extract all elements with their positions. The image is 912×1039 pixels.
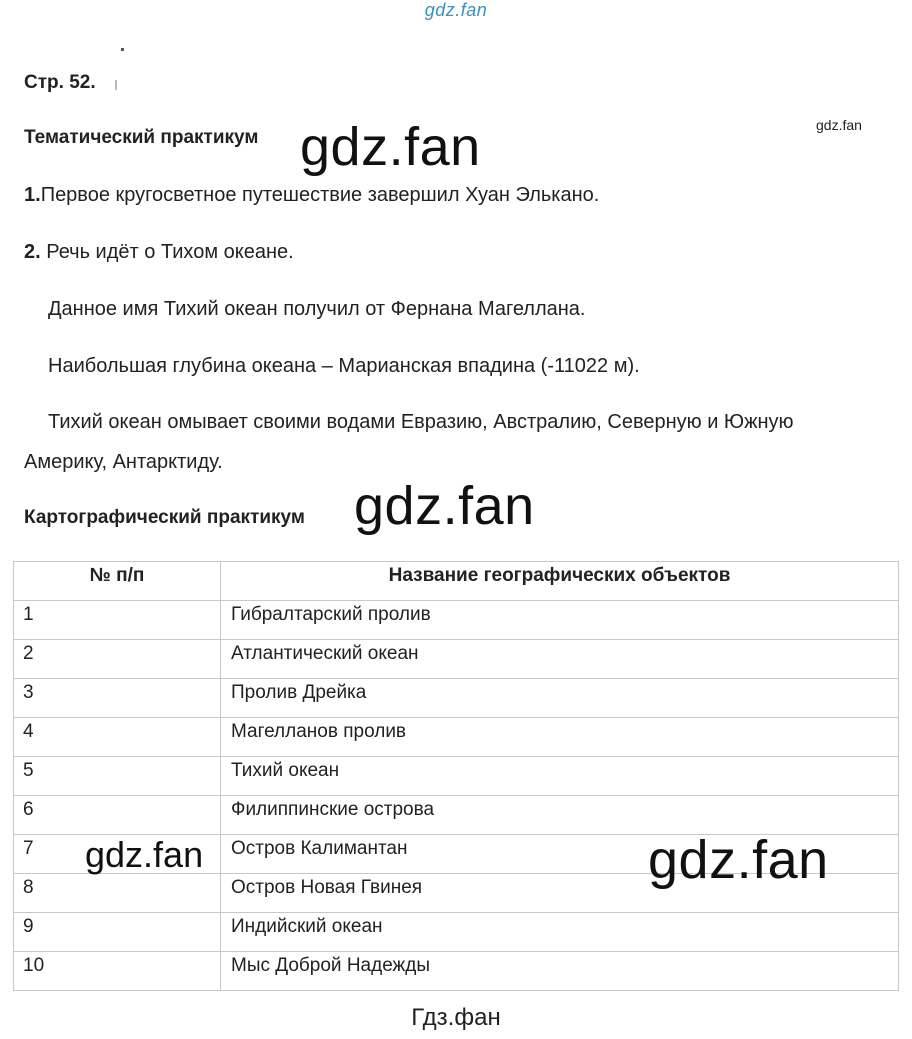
answer-number: 1. <box>24 184 41 206</box>
row-name: Магелланов пролив <box>221 718 899 757</box>
row-name: Тихий океан <box>221 757 899 796</box>
paragraph: Данное имя Тихий океан получил от Фернана Магеллана. <box>48 298 586 320</box>
row-name: Индийский океан <box>221 913 899 952</box>
answer-number: 2. <box>24 241 41 263</box>
row-number: 8 <box>14 874 221 913</box>
row-name: Атлантический океан <box>221 640 899 679</box>
section-thematic-heading: Тематический практикум <box>24 127 259 148</box>
watermark-top: gdz.fan <box>424 0 488 20</box>
watermark-big: gdz.fan <box>354 476 535 536</box>
row-number: 2 <box>14 640 221 679</box>
row-name: Мыс Доброй Надежды <box>221 952 899 991</box>
table-row <box>14 913 899 952</box>
row-number: 6 <box>14 796 221 835</box>
answer-text: Первое кругосветное путешествие завершил Хуан Элькано. <box>40 184 600 206</box>
row-number: 5 <box>14 757 221 796</box>
table-row <box>14 640 899 679</box>
row-name: Остров Новая Гвинея <box>221 874 899 913</box>
column-header-number: № п/п <box>14 562 221 601</box>
row-name: Филиппинские острова <box>221 796 899 835</box>
page-header: Стр. 52. <box>24 72 96 93</box>
watermark-small: gdz.fan <box>816 117 862 133</box>
watermark-table-left: gdz.fan <box>85 834 204 875</box>
row-number: 10 <box>14 952 221 991</box>
table-row <box>14 718 899 757</box>
scan-mark <box>121 48 124 51</box>
row-number: 4 <box>14 718 221 757</box>
row-name: Пролив Дрейка <box>221 679 899 718</box>
table-row <box>14 679 899 718</box>
table-row <box>14 757 899 796</box>
row-number: 7 <box>14 835 221 874</box>
answer-2 <box>24 241 294 264</box>
table-header-row <box>14 562 899 601</box>
paragraph: Америку, Антарктиду. <box>24 451 223 473</box>
row-number: 9 <box>14 913 221 952</box>
row-number: 3 <box>14 679 221 718</box>
answer-1 <box>24 184 599 207</box>
row-number: 1 <box>14 601 221 640</box>
column-header-name: Название географических объектов <box>221 562 899 601</box>
table-row <box>14 952 899 991</box>
answer-text: Речь идёт о Тихом океане. <box>40 241 294 263</box>
paragraph: Тихий океан омывает своими водами Евразию, Австралию, Северную и Южную <box>48 411 794 433</box>
geo-objects-table <box>13 561 899 991</box>
row-name: Гибралтарский пролив <box>221 601 899 640</box>
footer-caption: Гдз.фан <box>411 1004 501 1031</box>
paragraph: Наибольшая глубина океана – Марианская впадина (-11022 м). <box>48 355 640 377</box>
scan-mark <box>115 80 117 90</box>
watermark-table-right: gdz.fan <box>648 830 829 890</box>
table-row <box>14 601 899 640</box>
row-name: Остров Калимантан <box>221 835 899 874</box>
section-cartographic-heading: Картографический практикум <box>24 507 305 528</box>
watermark-big: gdz.fan <box>300 117 481 177</box>
